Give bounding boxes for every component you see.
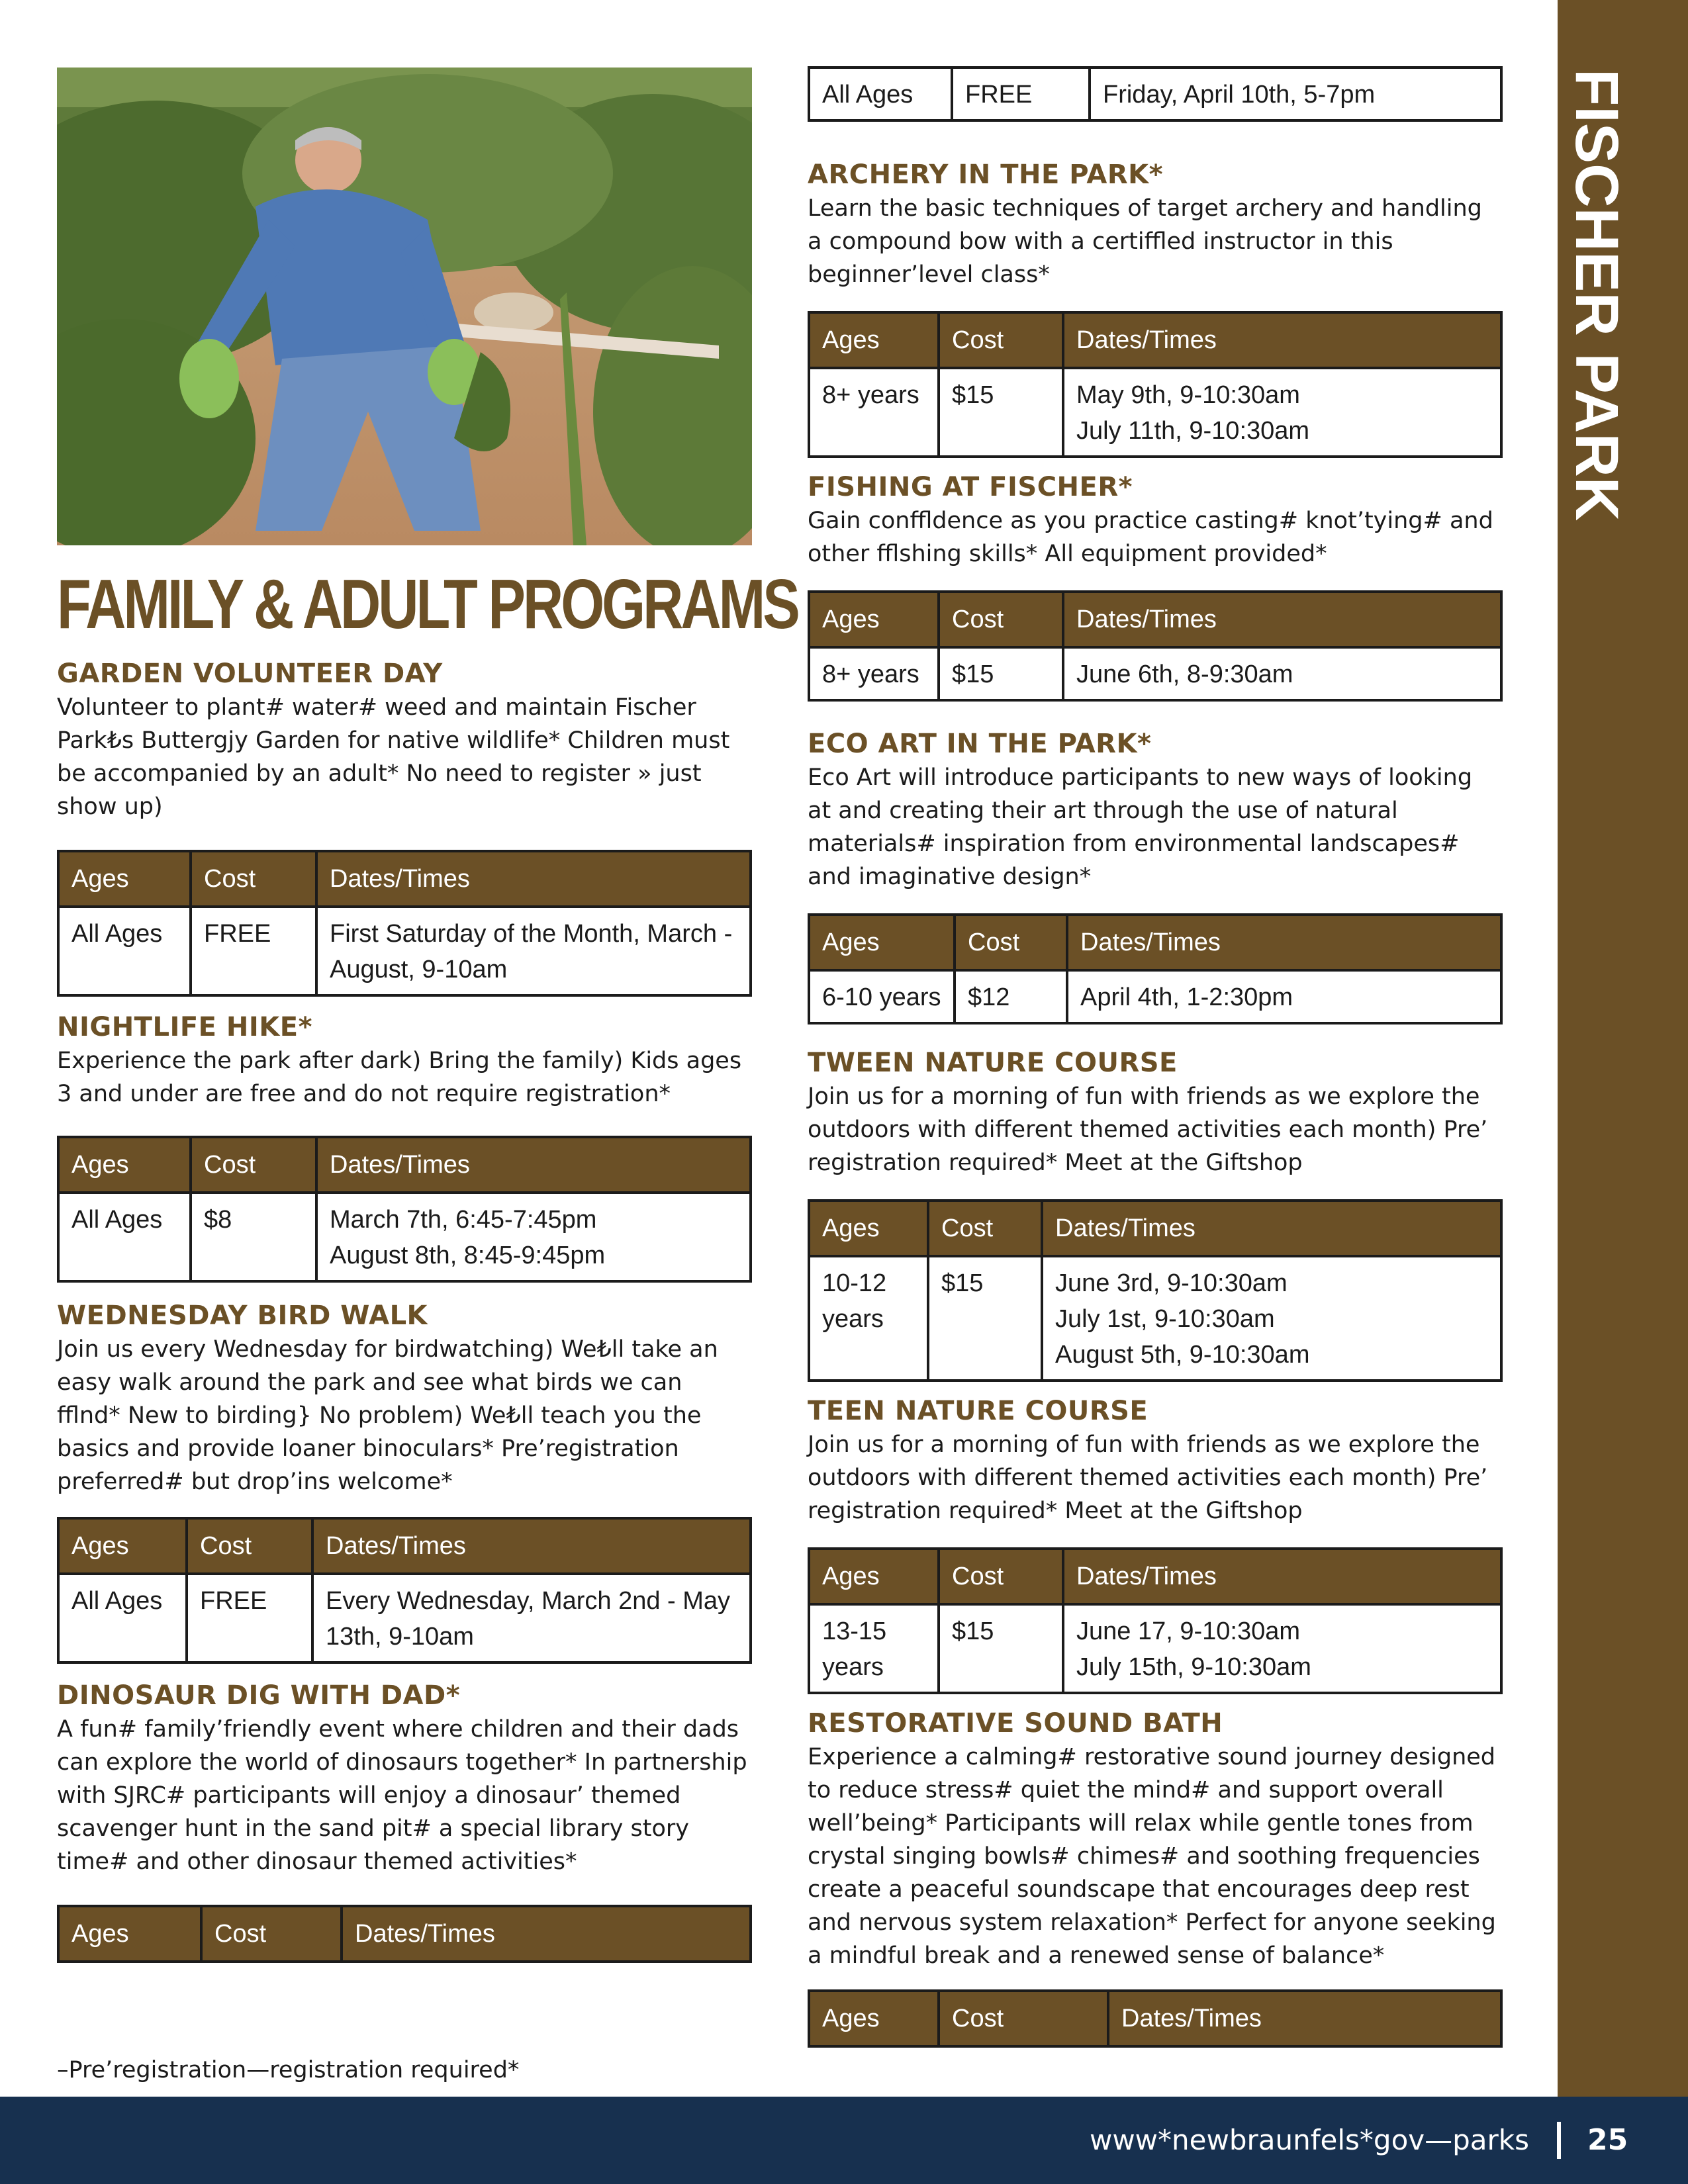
program-bird-walk: [57, 1298, 752, 1664]
schedule-table: [808, 1547, 1503, 1694]
cell-dates: Every Wednesday, March 2nd - May 13th, 9-10am: [312, 1574, 751, 1662]
footer: [0, 2097, 1688, 2184]
header-cost: Cost: [939, 1991, 1108, 2046]
cell-ages: 13-15 years: [809, 1604, 939, 1693]
cell-dates: May 9th, 9-10:30am July 11th, 9-10:30am: [1063, 368, 1501, 457]
schedule-table: [57, 1136, 752, 1283]
side-title: FISCHER PARK: [1563, 69, 1630, 522]
program-title: RESTORATIVE SOUND BATH: [808, 1708, 1223, 1739]
header-ages: Ages: [809, 915, 955, 970]
table-row: [809, 1604, 1501, 1693]
schedule-table: [808, 913, 1503, 1024]
program-teen-nature: [808, 1394, 1503, 1694]
cell-ages: 10-12 years: [809, 1256, 928, 1381]
program-description: A fun# family’friendly event where children and their dads can explore the world of dinosaurs together* In partnership with SJRC# participants will enjoy a dinosaur’ themed scavenger hunt in the sand pit# a special library story time# and other dinosaur themed activities*: [57, 1716, 747, 1875]
program-garden-volunteer: [57, 657, 752, 997]
program-title: DINOSAUR DIG WITH DAD*: [57, 1680, 461, 1711]
program-description: Volunteer to plant# water# weed and maintain Fischer Park₺s Buttergjy Garden for native wildlife* Children must be accompanied by an adult* No need to register » just show up): [57, 694, 730, 820]
schedule-table: [57, 850, 752, 997]
program-sound-bath: [808, 1706, 1503, 2048]
cell-ages: All Ages: [809, 68, 952, 120]
cell-cost: $15: [939, 1604, 1063, 1693]
program-description: Join us every Wednesday for birdwatching) We₺ll take an easy walk around the park and see what birds we can fflnd* New to birding} No problem) We₺ll teach you the basics and provide loaner binoculars* Pre’registration preferred# but drop’ins welcome*: [57, 1336, 718, 1495]
cell-cost: $15: [939, 368, 1063, 457]
schedule-table: [57, 1905, 752, 1963]
table-row: [58, 907, 751, 995]
table-row: [809, 368, 1501, 457]
program-title: GARDEN VOLUNTEER DAY: [57, 659, 443, 689]
cell-ages: All Ages: [58, 1574, 187, 1662]
program-description: Experience the park after dark) Bring the family) Kids ages 3 and under are free and do not require registration*: [57, 1048, 742, 1107]
page-number: 25: [1587, 2123, 1628, 2157]
program-description: Eco Art will introduce participants to new ways of looking at and creating their art through the use of natural materials# inspiration from environmental landscapes# and imaginative design*: [808, 764, 1473, 890]
header-dates: Dates/Times: [1063, 1549, 1501, 1604]
schedule-table-top: [808, 66, 1503, 122]
cell-dates: June 6th, 8-9:30am: [1063, 647, 1501, 700]
header-cost: Cost: [187, 1518, 312, 1574]
program-nightlife-hike: [57, 1010, 752, 1283]
header-dates: Dates/Times: [1067, 915, 1501, 970]
program-title: WEDNESDAY BIRD WALK: [57, 1300, 428, 1331]
program-title: TWEEN NATURE COURSE: [808, 1048, 1178, 1078]
header-ages: Ages: [58, 1906, 201, 1962]
schedule-table: [808, 590, 1503, 702]
table-row: [809, 1256, 1501, 1381]
header-ages: Ages: [58, 1137, 191, 1193]
header-ages: Ages: [809, 1201, 928, 1256]
header-dates: Dates/Times: [312, 1518, 751, 1574]
program-title: ARCHERY IN THE PARK*: [808, 159, 1164, 190]
cell-dates: Friday, April 10th, 5-7pm: [1090, 68, 1501, 120]
footnote: –Pre’registration—registration required*: [57, 2057, 520, 2083]
program-title: FISHING AT FISCHER*: [808, 472, 1133, 502]
header-dates: Dates/Times: [1042, 1201, 1501, 1256]
cell-ages: 8+ years: [809, 647, 939, 700]
table-row: [809, 970, 1501, 1023]
program-dinosaur-dig: [57, 1678, 752, 1963]
cell-dates: June 3rd, 9-10:30am July 1st, 9-10:30am August 5th, 9-10:30am: [1042, 1256, 1501, 1381]
header-ages: Ages: [58, 851, 191, 907]
schedule-table: [808, 1199, 1503, 1382]
footer-divider: [1557, 2122, 1561, 2159]
cell-ages: All Ages: [58, 1193, 191, 1281]
header-ages: Ages: [809, 1991, 939, 2046]
header-dates: Dates/Times: [316, 851, 751, 907]
program-title: ECO ART IN THE PARK*: [808, 729, 1152, 759]
header-cost: Cost: [201, 1906, 342, 1962]
header-dates: Dates/Times: [1108, 1991, 1501, 2046]
header-cost: Cost: [191, 851, 316, 907]
header-dates: Dates/Times: [1063, 312, 1501, 368]
header-ages: Ages: [809, 592, 939, 647]
header-ages: Ages: [809, 312, 939, 368]
cell-ages: 8+ years: [809, 368, 939, 457]
header-dates: Dates/Times: [316, 1137, 751, 1193]
program-fishing: [808, 470, 1503, 702]
header-dates: Dates/Times: [342, 1906, 751, 1962]
cell-cost: FREE: [187, 1574, 312, 1662]
cell-dates: April 4th, 1-2:30pm: [1067, 970, 1501, 1023]
schedule-table: [808, 311, 1503, 458]
program-eco-art: [808, 727, 1503, 1024]
cell-dates: First Saturday of the Month, March - August, 9-10am: [316, 907, 751, 995]
table-row: [58, 1574, 751, 1662]
header-cost: Cost: [939, 1549, 1063, 1604]
header-dates: Dates/Times: [1063, 592, 1501, 647]
cell-ages: 6-10 years: [809, 970, 955, 1023]
footer-url[interactable]: www*newbraunfels*gov—parks: [1089, 2124, 1529, 2156]
header-ages: Ages: [58, 1518, 187, 1574]
program-description: Learn the basic techniques of target archery and handling a compound bow with a certiffled instructor in this beginner’level class*: [808, 195, 1482, 288]
header-cost: Cost: [928, 1201, 1042, 1256]
table-row: [58, 1193, 751, 1281]
program-archery: [808, 158, 1503, 458]
table-row: [809, 647, 1501, 700]
header-cost: Cost: [191, 1137, 316, 1193]
cell-cost: FREE: [952, 68, 1090, 120]
section-title: FAMILY & ADULT PROGRAMS: [57, 565, 798, 643]
table-row: [809, 68, 1501, 120]
schedule-table: [57, 1517, 752, 1664]
cell-cost: $15: [928, 1256, 1042, 1381]
cell-cost: $15: [939, 647, 1063, 700]
program-description: Gain conffldence as you practice casting# knot’tying# and other fflshing skills* All equipment provided*: [808, 508, 1493, 567]
cell-cost: $8: [191, 1193, 316, 1281]
program-title: NIGHTLIFE HIKE*: [57, 1012, 312, 1042]
schedule-table: [808, 1989, 1503, 2048]
program-description: Join us for a morning of fun with friends as we explore the outdoors with different themed activities each month) Pre’ registration required* Meet at the Giftshop: [808, 1083, 1488, 1176]
program-description: Join us for a morning of fun with friends as we explore the outdoors with different themed activities each month) Pre’ registration required* Meet at the Giftshop: [808, 1432, 1488, 1524]
header-cost: Cost: [955, 915, 1067, 970]
cell-cost: $12: [955, 970, 1067, 1023]
gardener-photo: [57, 68, 752, 545]
program-title: TEEN NATURE COURSE: [808, 1396, 1149, 1426]
cell-cost: FREE: [191, 907, 316, 995]
program-description: Experience a calming# restorative sound journey designed to reduce stress# quiet the mind# and support overall well’being* Participants will relax while gentle tones from crystal singing bowls# chimes# and soothing frequencies create a peaceful soundscape that encourages deep rest and nervous system relaxation* Perfect for anyone seeking a mindful break and a renewed sense of balance*: [808, 1744, 1496, 1969]
cell-dates: June 17, 9-10:30am July 15th, 9-10:30am: [1063, 1604, 1501, 1693]
header-cost: Cost: [939, 312, 1063, 368]
cell-ages: All Ages: [58, 907, 191, 995]
header-cost: Cost: [939, 592, 1063, 647]
program-tween-nature: [808, 1046, 1503, 1382]
header-ages: Ages: [809, 1549, 939, 1604]
cell-dates: March 7th, 6:45-7:45pm August 8th, 8:45-9:45pm: [316, 1193, 751, 1281]
